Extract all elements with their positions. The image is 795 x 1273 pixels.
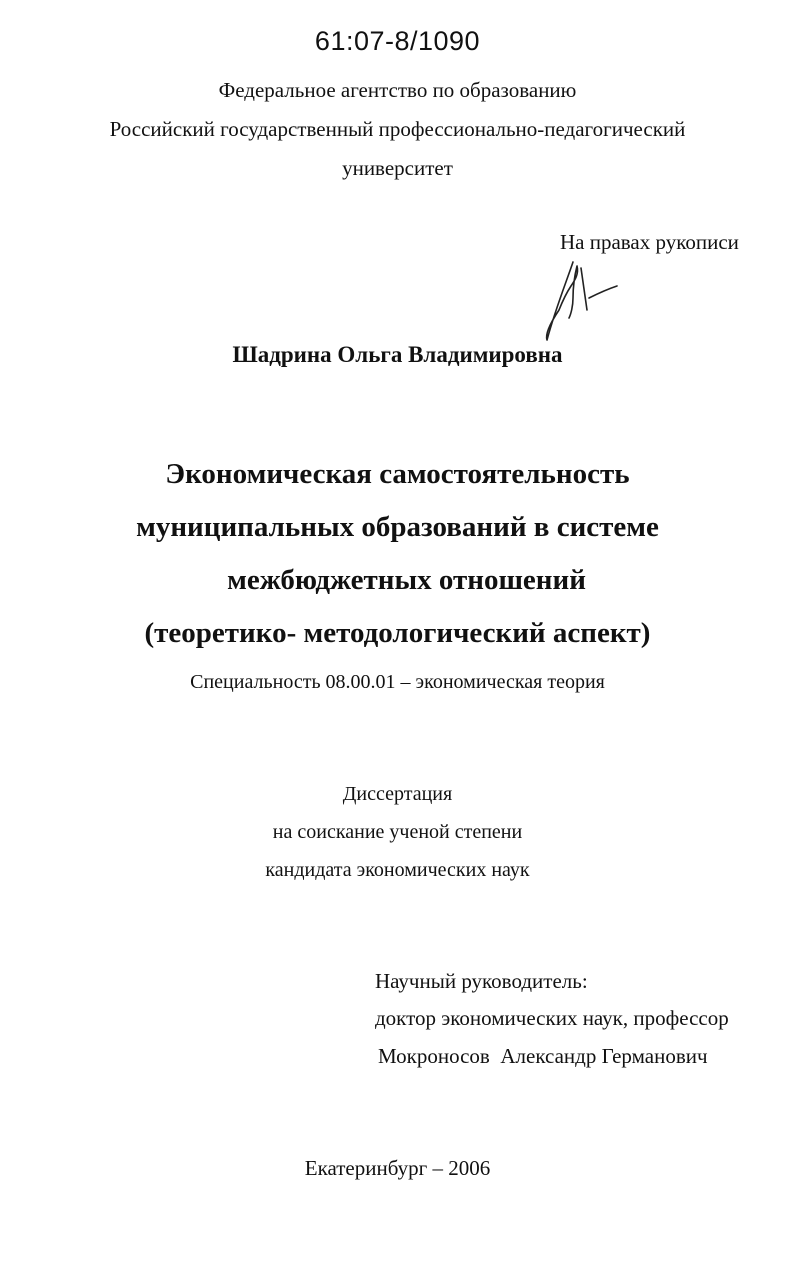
specialty: Специальность 08.00.01 – экономическая теория [190, 671, 605, 693]
manuscript-rights-note: На правах рукописи [560, 230, 739, 254]
supervisor-degree: доктор экономических наук, профессор [375, 1006, 729, 1030]
title-line-3: межбюджетных отношений [227, 564, 586, 596]
title-line-2: муниципальных образований в системе [136, 511, 659, 543]
dissertation-line-2: на соискание ученой степени [272, 821, 523, 843]
supervisor-name: Мокроносов Александр Германович [378, 1044, 708, 1068]
title-line-1: Экономическая самостоятельность [165, 458, 630, 490]
agency-line-1: Федеральное агентство по образованию [218, 78, 577, 102]
agency-line-2: Российский государственный профессионально-педагогический [109, 117, 686, 141]
handwritten-signature-icon [533, 252, 623, 344]
agency-line-3: университет [342, 156, 453, 180]
author-name: Шадрина Ольга Владимировна [232, 342, 563, 367]
dissertation-line-1: Диссертация [342, 783, 453, 805]
city-year: Екатеринбург – 2006 [304, 1156, 491, 1180]
dissertation-line-3: кандидата экономических наук [265, 859, 530, 881]
supervisor-label: Научный руководитель: [375, 969, 588, 993]
archive-code: 61:07-8/1090 [314, 26, 481, 56]
title-line-4: (теоретико- методологический аспект) [144, 617, 651, 649]
